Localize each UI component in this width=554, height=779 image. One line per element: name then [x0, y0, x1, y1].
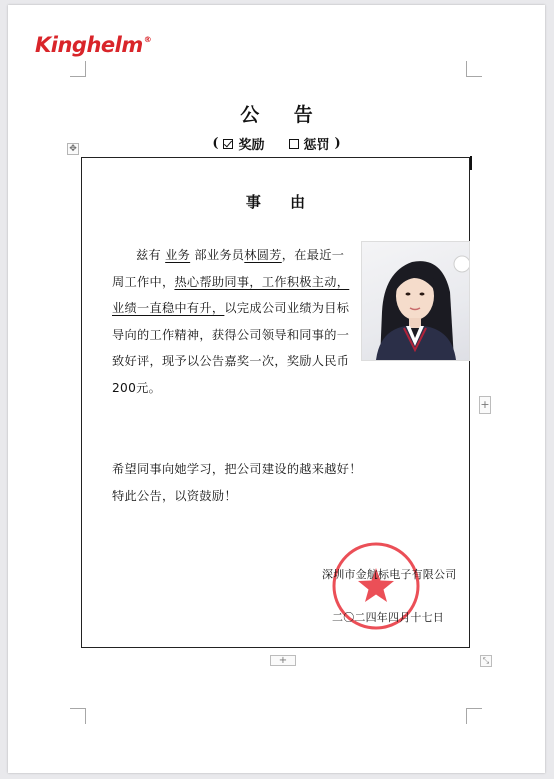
company-name: 深圳市金航标电子有限公司 — [322, 568, 457, 581]
crop-mark-bottom-left — [70, 708, 86, 724]
add-column-icon[interactable]: + — [479, 396, 491, 414]
close-paren: ) — [334, 136, 341, 151]
logo-text: Kinghelm — [35, 33, 143, 57]
notice-table — [81, 157, 470, 648]
closing-line-1: 希望同事向她学习，把公司建设的越来越好！ — [112, 462, 362, 476]
closing-line-2: 特此公告，以资鼓励！ — [112, 489, 237, 503]
document-page — [8, 5, 545, 773]
reason-paragraph: 兹有 业务 部业务员林圆芳，在最近一周工作中，热心帮助同事，工作积极主动，业绩一直稳中有升，以完成公司业绩为目标导向的工作精神，获得公司领导和同事的一致好评，现予以公告嘉奖一次，奖励人民币 200元。 — [112, 248, 350, 395]
reward-checkbox[interactable] — [223, 139, 233, 149]
department-field: 业务 — [165, 248, 191, 262]
resize-icon[interactable]: ⤡ — [480, 655, 492, 667]
crop-mark-top-right — [466, 61, 482, 77]
add-row-icon[interactable]: + — [270, 655, 296, 666]
employee-portrait-image — [362, 242, 469, 360]
employee-photo — [361, 241, 470, 361]
open-paren: ( — [212, 136, 219, 151]
employee-name: 林圆芳 — [244, 248, 282, 262]
penalty-label: 惩罚 — [303, 138, 330, 153]
reward-label: 奖励 — [238, 138, 265, 153]
company-logo — [35, 33, 151, 57]
move-icon[interactable]: ✥ — [67, 143, 79, 155]
reason-heading: 事 由 — [245, 193, 318, 211]
notice-date: 二〇二四年四月十七日 — [332, 611, 444, 624]
notice-title: 公 告 — [240, 104, 327, 126]
praise-text: 热心帮助同事，工作积极主动，业绩一直稳中有升， — [112, 274, 350, 315]
penalty-checkbox[interactable] — [289, 139, 299, 149]
crop-mark-bottom-right — [466, 708, 482, 724]
crop-mark-top-left — [70, 61, 86, 77]
notice-type-selector — [8, 134, 545, 153]
registered-mark: ® — [143, 35, 152, 44]
